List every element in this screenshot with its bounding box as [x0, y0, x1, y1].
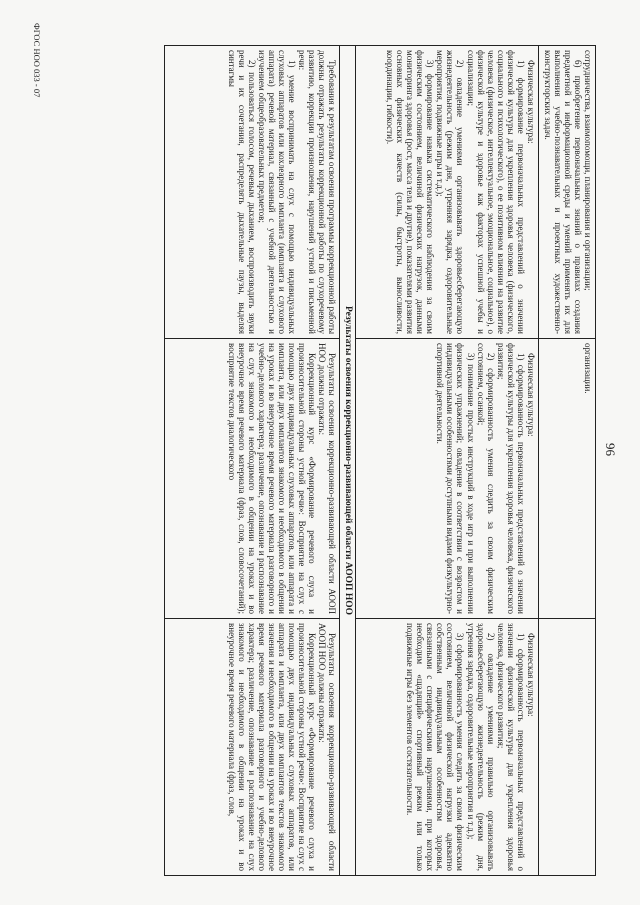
cell-pe-col3 [356, 619, 539, 876]
table-row-section-heading [340, 46, 356, 876]
cell-corr-col2 [165, 339, 340, 619]
paragraph: 1) формирование первоначальных представлений о значении физической культуры для укрепления здоровья человека (физического, социального и психологического), о ее позитивном влиянии на развитие человека (физическое, интеллектуальное, эмоциональное, социальное), о физической культуре и здоровье как факторах успешной учебы и социализации; [465, 50, 526, 334]
paragraph: 1) сформированность первоначальных представлений о значении физической культуры для укрепления здоровья человека, физического развития; [495, 343, 526, 614]
paragraph: организации. [583, 343, 593, 394]
subject-heading: Физическая культура: [526, 353, 536, 437]
cell-corr-col1 [165, 46, 340, 339]
paragraph: Коррекционный курс «Формирование речевого слуха и произносительной стороны устной речи»: Восприятие на слух с помощью двух индивидуальных слуховых аппаратов, или аппарата и импланта, или двух имплантов текстов знакомого значения и необходимого в общении на уроках и во внеурочное время речевого материала разговорного и учебно-делового характера; различение, опознавание и распознавание на слух знакомого и необходимого в общении на уроках и во внеурочное время речевого материала (фраз, слов, [226, 623, 318, 871]
paragraph: Результаты освоения коррекционно-развивающей области АООП НОО должны отражать: [317, 623, 338, 871]
paragraph: 2) сформированность умения следить за своим физическим состоянием, осанкой; [475, 343, 496, 614]
rotated-sheet [20, 23, 620, 883]
paragraph: 6) приобретение первоначальных знаний о правилах создания предметной и информационной среды и умений применять их для выполнения учебно-познавательных и проектных художественно-конструкторских задач. [542, 50, 583, 334]
paragraph: 1) умение воспринимать на слух с помощью индивидуальных слуховых аппаратов или кохлеарного импланта (импланта и слухового аппарата) речевой материал, связанный с учебной деятельностью и изучением общеобразовательных предметов; [256, 50, 298, 334]
cell-top-col3 [539, 619, 596, 876]
paragraph: 2) овладение умениями организовывать здоровьесберегающую жизнедеятельность (режим дня, утренняя зарядка, оздоровительные мероприятия, подвижные игры и т.д.); [435, 50, 466, 334]
paragraph: 3) формирование навыка систематического наблюдения за своим физическим состоянием, величиной физических нагрузок, данными мониторинга здоровья (рост, масса тела и другие), показателями развития основных физических качеств (силы, быстроты, выносливости, координации, гибкости). [384, 50, 436, 334]
document-footer: ФГОС НОО 033 - 07 [32, 23, 42, 98]
cell-corr-col3 [165, 619, 340, 876]
page-number: 96 [603, 443, 618, 456]
cell-top-col2 [539, 339, 596, 619]
paragraph: 1) сформированность первоначальных представлений о значении физической культуры для укрепления здоровья человека, физического развития; [495, 623, 526, 871]
table-row-physical-education [356, 46, 539, 876]
table-row-correction [165, 46, 340, 876]
cell-top-col1 [539, 46, 596, 339]
section-title: Результаты освоения коррекционно-развивающей области АООП НОО [340, 46, 356, 876]
subject-heading: Физическая культура: [526, 633, 536, 717]
paragraph: Требования к результатам освоения программы коррекционной работы должны отражать результаты коррекционной работы по слухоречевому развитию, коррекции произношения, нарушений устной и письменной речи: [297, 50, 338, 334]
paragraph: 3) понимание простых инструкций в ходе игр и при выполнении физических упражнений; овладение в соответствии с возрастом и индивидуальными особенностями доступными видами физкультурно-спортивной деятельности. [435, 343, 476, 614]
paragraph: сотрудничества, взаимопомощи, планирования и организации; [583, 50, 593, 291]
paragraph: 3) сформированность умения следить за своим физическим состоянием, величиной физической нагрузки адекватно собственным индивидуальным особенностям здоровья, связанными с специфическими нарушениями, при которых необходим «щадящий» спортивный режим или только подвижные игры без элементов состязательности. [405, 623, 466, 871]
paragraph: Результаты освоения коррекционно-развивающей области АООП НОО должны отражать: [317, 343, 338, 614]
cell-pe-col1 [356, 46, 539, 339]
cell-pe-col2 [356, 339, 539, 619]
paragraph: 2) овладение умениями правильно организовывать здоровьесберегающую жизнедеятельность (режим дня, утренняя зарядка, оздоровительные мероприятия и т.д.); [465, 623, 496, 871]
paragraph: 2) пользоваться голосом, речевым дыханием, воспроизводить звуки речи и их сочетания, распределять дыхательные паузы, выделяя синтагмы [226, 50, 257, 334]
subject-heading: Физическая культура: [526, 60, 536, 144]
paragraph: Коррекционный курс «Формирование речевого слуха и произносительной стороны устной речи»: Восприятие на слух с помощью двух индивидуальных слуховых аппаратов, или аппарата и импланта, или двух имплантов знакомого и необходимого в общении на уроках и во внеурочное время речевого материала разговорного и учебно-делового характера; различение, опознавание и распознавание на слух знакомого и необходимого в общении на уроках и во внеурочное время речевого материала (фраз, слов, словосочетаний); восприятие текстов диалогического [226, 343, 318, 614]
standards-table [164, 45, 596, 876]
table-row-top [539, 46, 596, 876]
